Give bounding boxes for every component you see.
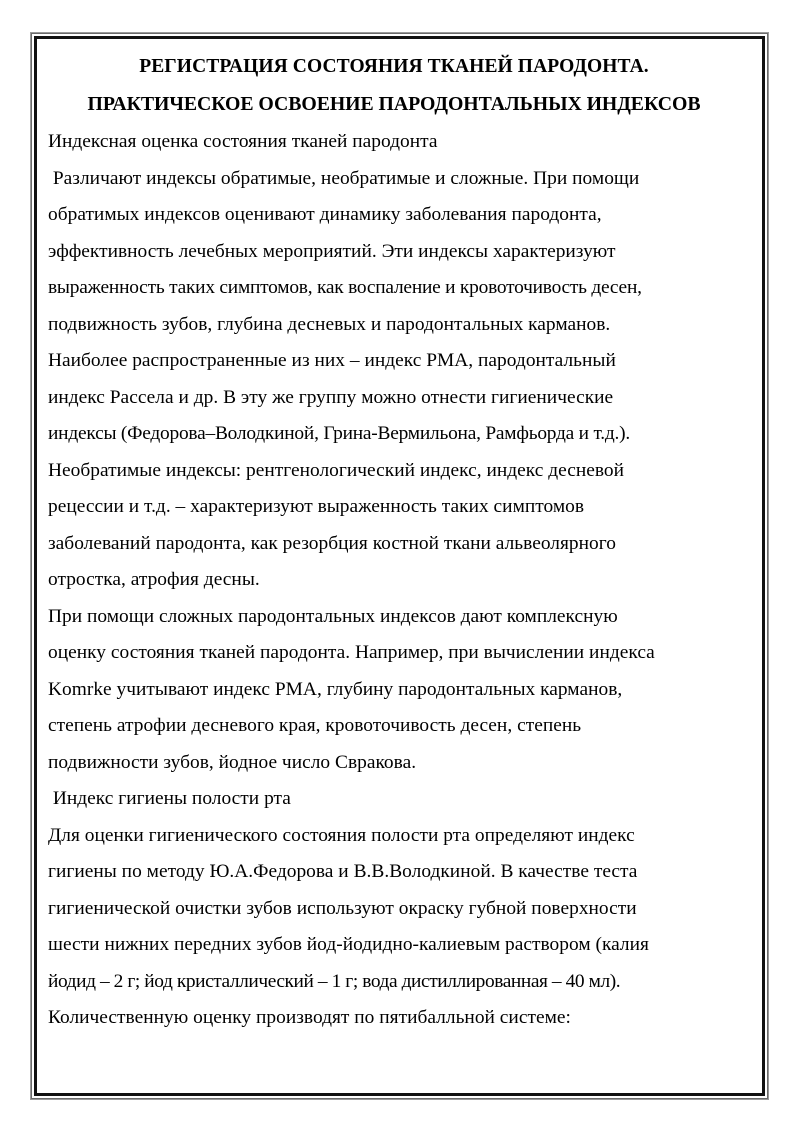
- body-line: Komrke учитывают индекс РМА, глубину пародонтальных карманов,: [48, 678, 623, 700]
- body-line: Количественную оценку производят по пятибалльной системе:: [48, 1007, 571, 1028]
- body-line: индекс Рассела и др. В эту же группу можно отнести гигиенические: [48, 386, 614, 408]
- body-line: оценку состояния тканей пародонта. Например, при вычислении индекса: [48, 642, 655, 663]
- body-line: эффективность лечебных мероприятий. Эти индексы характеризуют: [48, 240, 616, 262]
- body-line: При помощи сложных пародонтальных индексов дают комплексную: [48, 605, 618, 627]
- body-line: обратимых индексов оценивают динамику заболевания пародонта,: [48, 204, 602, 225]
- body-line: шести нижних передних зубов йод-йодидно-калиевым раствором (калия: [48, 934, 649, 955]
- body-line: выраженность таких симптомов, как воспаление и кровоточивость десен,: [48, 277, 642, 298]
- body-line: гигиены по методу Ю.А.Федорова и В.В.Володкиной. В качестве теста: [48, 861, 638, 882]
- document-title: [48, 49, 740, 122]
- body-line: Для оценки гигиенического состояния полости рта определяют индекс: [48, 824, 635, 846]
- page-content: [37, 39, 762, 1093]
- title-line-1: РЕГИСТРАЦИЯ СОСТОЯНИЯ ТКАНЕЙ ПАРОДОНТА.: [139, 56, 649, 77]
- body-line: заболеваний пародонта, как резорбция костной ткани альвеолярного: [48, 532, 616, 554]
- page-border-frame: [34, 36, 765, 1096]
- body-line: рецессии и т.д. – характеризуют выраженность таких симптомов: [48, 496, 585, 517]
- body-line: индексы (Федорова–Володкиной, Грина-Вермильона, Рамфьорда и т.д.).: [48, 423, 631, 444]
- body-line: отростка, атрофия десны.: [48, 569, 260, 590]
- body-line: Необратимые индексы: рентгенологический индекс, индекс десневой: [48, 459, 625, 481]
- body-line: подвижность зубов, глубина десневых и пародонтальных карманов.: [48, 313, 611, 335]
- title-line-2: ПРАКТИЧЕСКОЕ ОСВОЕНИЕ ПАРОДОНТАЛЬНЫХ ИНДЕКСОВ: [87, 92, 701, 115]
- body-line: Индекс гигиены полости рта: [48, 788, 291, 809]
- document-body: [48, 124, 740, 1037]
- body-line: подвижности зубов, йодное число Свракова.: [48, 751, 417, 773]
- body-line: Различают индексы обратимые, необратимые и сложные. При помощи: [48, 167, 640, 189]
- body-line: йодид – 2 г; йод кристаллический – 1 г; вода дистиллированная – 40 мл).: [48, 970, 621, 992]
- body-line: Наиболее распространенные из них – индекс РМА, пародонтальный: [48, 350, 616, 371]
- body-line: Индексная оценка состояния тканей пародонта: [48, 131, 438, 152]
- body-line: гигиенической очистки зубов используют окраску губной поверхности: [48, 897, 637, 919]
- scanned-page-sheet: [31, 33, 768, 1099]
- body-line: степень атрофии десневого края, кровоточивость десен, степень: [48, 715, 582, 736]
